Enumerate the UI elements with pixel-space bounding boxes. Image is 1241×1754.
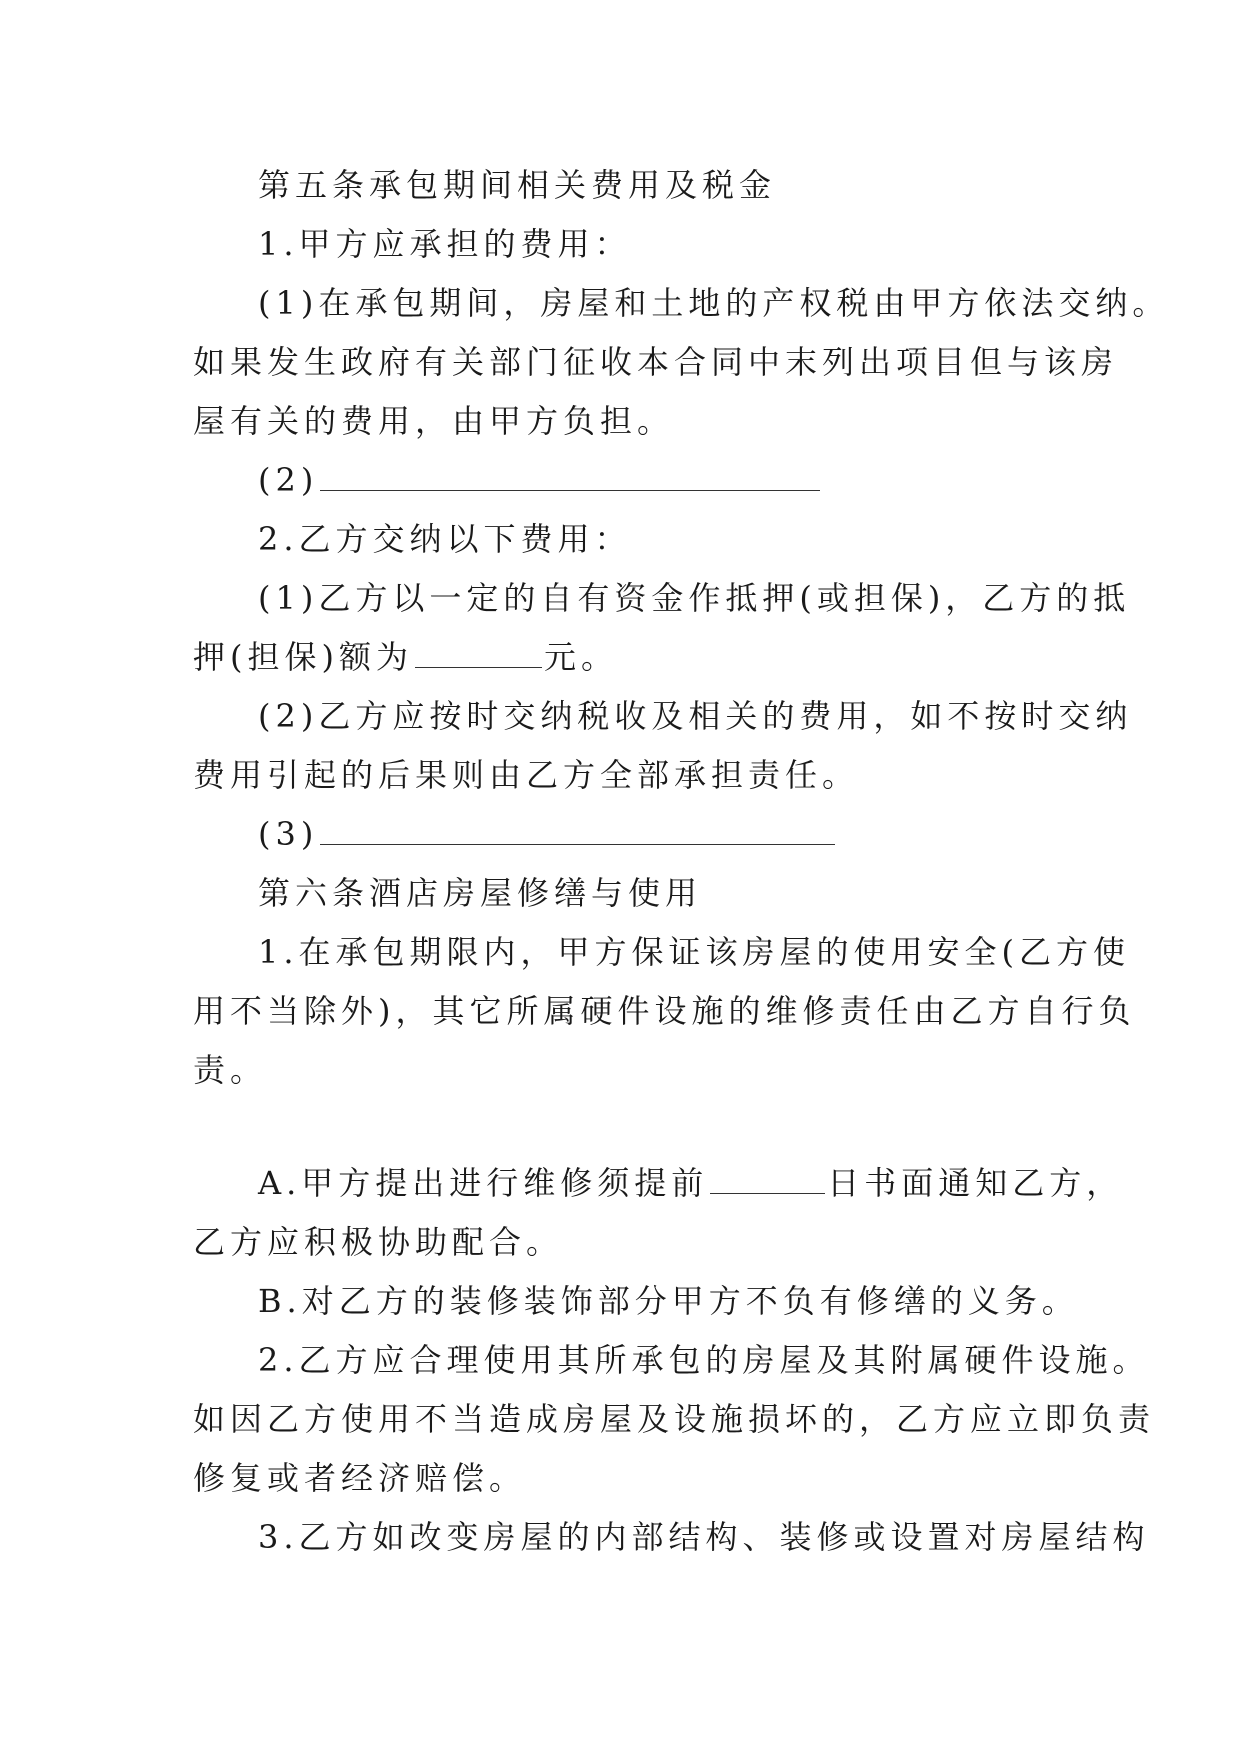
line-text: 3.乙方如改变房屋的内部结构、装修或设置对房屋结构 bbox=[258, 1518, 1150, 1556]
line-text: (2)乙方应按时交纳税收及相关的费用，如不按时交纳 bbox=[258, 697, 1133, 735]
paragraph-line bbox=[258, 696, 1132, 736]
line-text: 屋有关的费用，由甲方负担。 bbox=[193, 402, 675, 440]
paragraph-line bbox=[193, 1458, 526, 1498]
fill-in-blank[interactable] bbox=[710, 1163, 825, 1194]
section-heading-5 bbox=[258, 165, 776, 205]
line-prefix: A.甲方提出进行维修须提前 bbox=[258, 1164, 709, 1202]
paragraph-line bbox=[193, 1399, 1155, 1439]
fill-in-line bbox=[193, 637, 618, 677]
fill-in-line bbox=[258, 1163, 1123, 1203]
fill-in-blank[interactable] bbox=[320, 814, 835, 845]
paragraph-line bbox=[258, 224, 632, 264]
paragraph-line bbox=[193, 991, 1136, 1031]
paragraph-line bbox=[258, 519, 632, 559]
line-text: 修复或者经济赔偿。 bbox=[193, 1459, 527, 1497]
line-text: (1)乙方以一定的自有资金作抵押(或担保)，乙方的抵 bbox=[258, 579, 1131, 617]
fill-in-line bbox=[258, 814, 837, 854]
heading-text: 第五条承包期间相关费用及税金 bbox=[258, 166, 777, 204]
paragraph-line bbox=[258, 1517, 1150, 1557]
line-prefix: 押(担保)额为 bbox=[193, 638, 413, 676]
section-heading-6 bbox=[258, 873, 702, 913]
paragraph-line bbox=[193, 755, 859, 795]
paragraph-line bbox=[258, 283, 1169, 323]
paragraph-line bbox=[258, 1340, 1150, 1380]
paragraph-line bbox=[258, 578, 1130, 618]
line-text: B.对乙方的装修装饰部分甲方不负有修缮的义务。 bbox=[258, 1282, 1079, 1320]
line-text: 2.乙方交纳以下费用： bbox=[258, 520, 632, 558]
line-text: 费用引起的后果则由乙方全部承担责任。 bbox=[193, 756, 860, 794]
fill-in-line bbox=[258, 460, 822, 500]
line-text: (1)在承包期间，房屋和土地的产权税由甲方依法交纳。 bbox=[258, 284, 1170, 322]
line-suffix: 日书面通知乙方， bbox=[827, 1164, 1124, 1202]
paragraph-line bbox=[193, 401, 674, 441]
line-text: 乙方应积极协助配合。 bbox=[193, 1223, 564, 1261]
line-text: 如果发生政府有关部门征收本合同中末列出项目但与该房 bbox=[193, 343, 1119, 381]
line-text: 2.乙方应合理使用其所承包的房屋及其附属硬件设施。 bbox=[258, 1341, 1150, 1379]
line-text: 如因乙方使用不当造成房屋及设施损坏的，乙方应立即负责 bbox=[193, 1400, 1156, 1438]
paragraph-line bbox=[193, 1222, 563, 1262]
line-text: 用不当除外)，其它所属硬件设施的维修责任由乙方自行负 bbox=[193, 992, 1136, 1030]
line-prefix: (3) bbox=[258, 815, 319, 853]
fill-in-blank[interactable] bbox=[415, 637, 542, 668]
line-text: 1.在承包期限内，甲方保证该房屋的使用安全(乙方使 bbox=[258, 933, 1131, 971]
paragraph-line bbox=[193, 342, 1118, 382]
paragraph-line bbox=[258, 932, 1130, 972]
line-prefix: (2) bbox=[258, 461, 319, 499]
paragraph-line bbox=[193, 1050, 267, 1090]
paragraph-line bbox=[258, 1281, 1079, 1321]
fill-in-blank[interactable] bbox=[320, 460, 820, 491]
heading-text: 第六条酒店房屋修缮与使用 bbox=[258, 874, 703, 912]
line-text: 责。 bbox=[193, 1051, 268, 1089]
line-suffix: 元。 bbox=[543, 638, 618, 676]
line-text: 1.甲方应承担的费用： bbox=[258, 225, 632, 263]
